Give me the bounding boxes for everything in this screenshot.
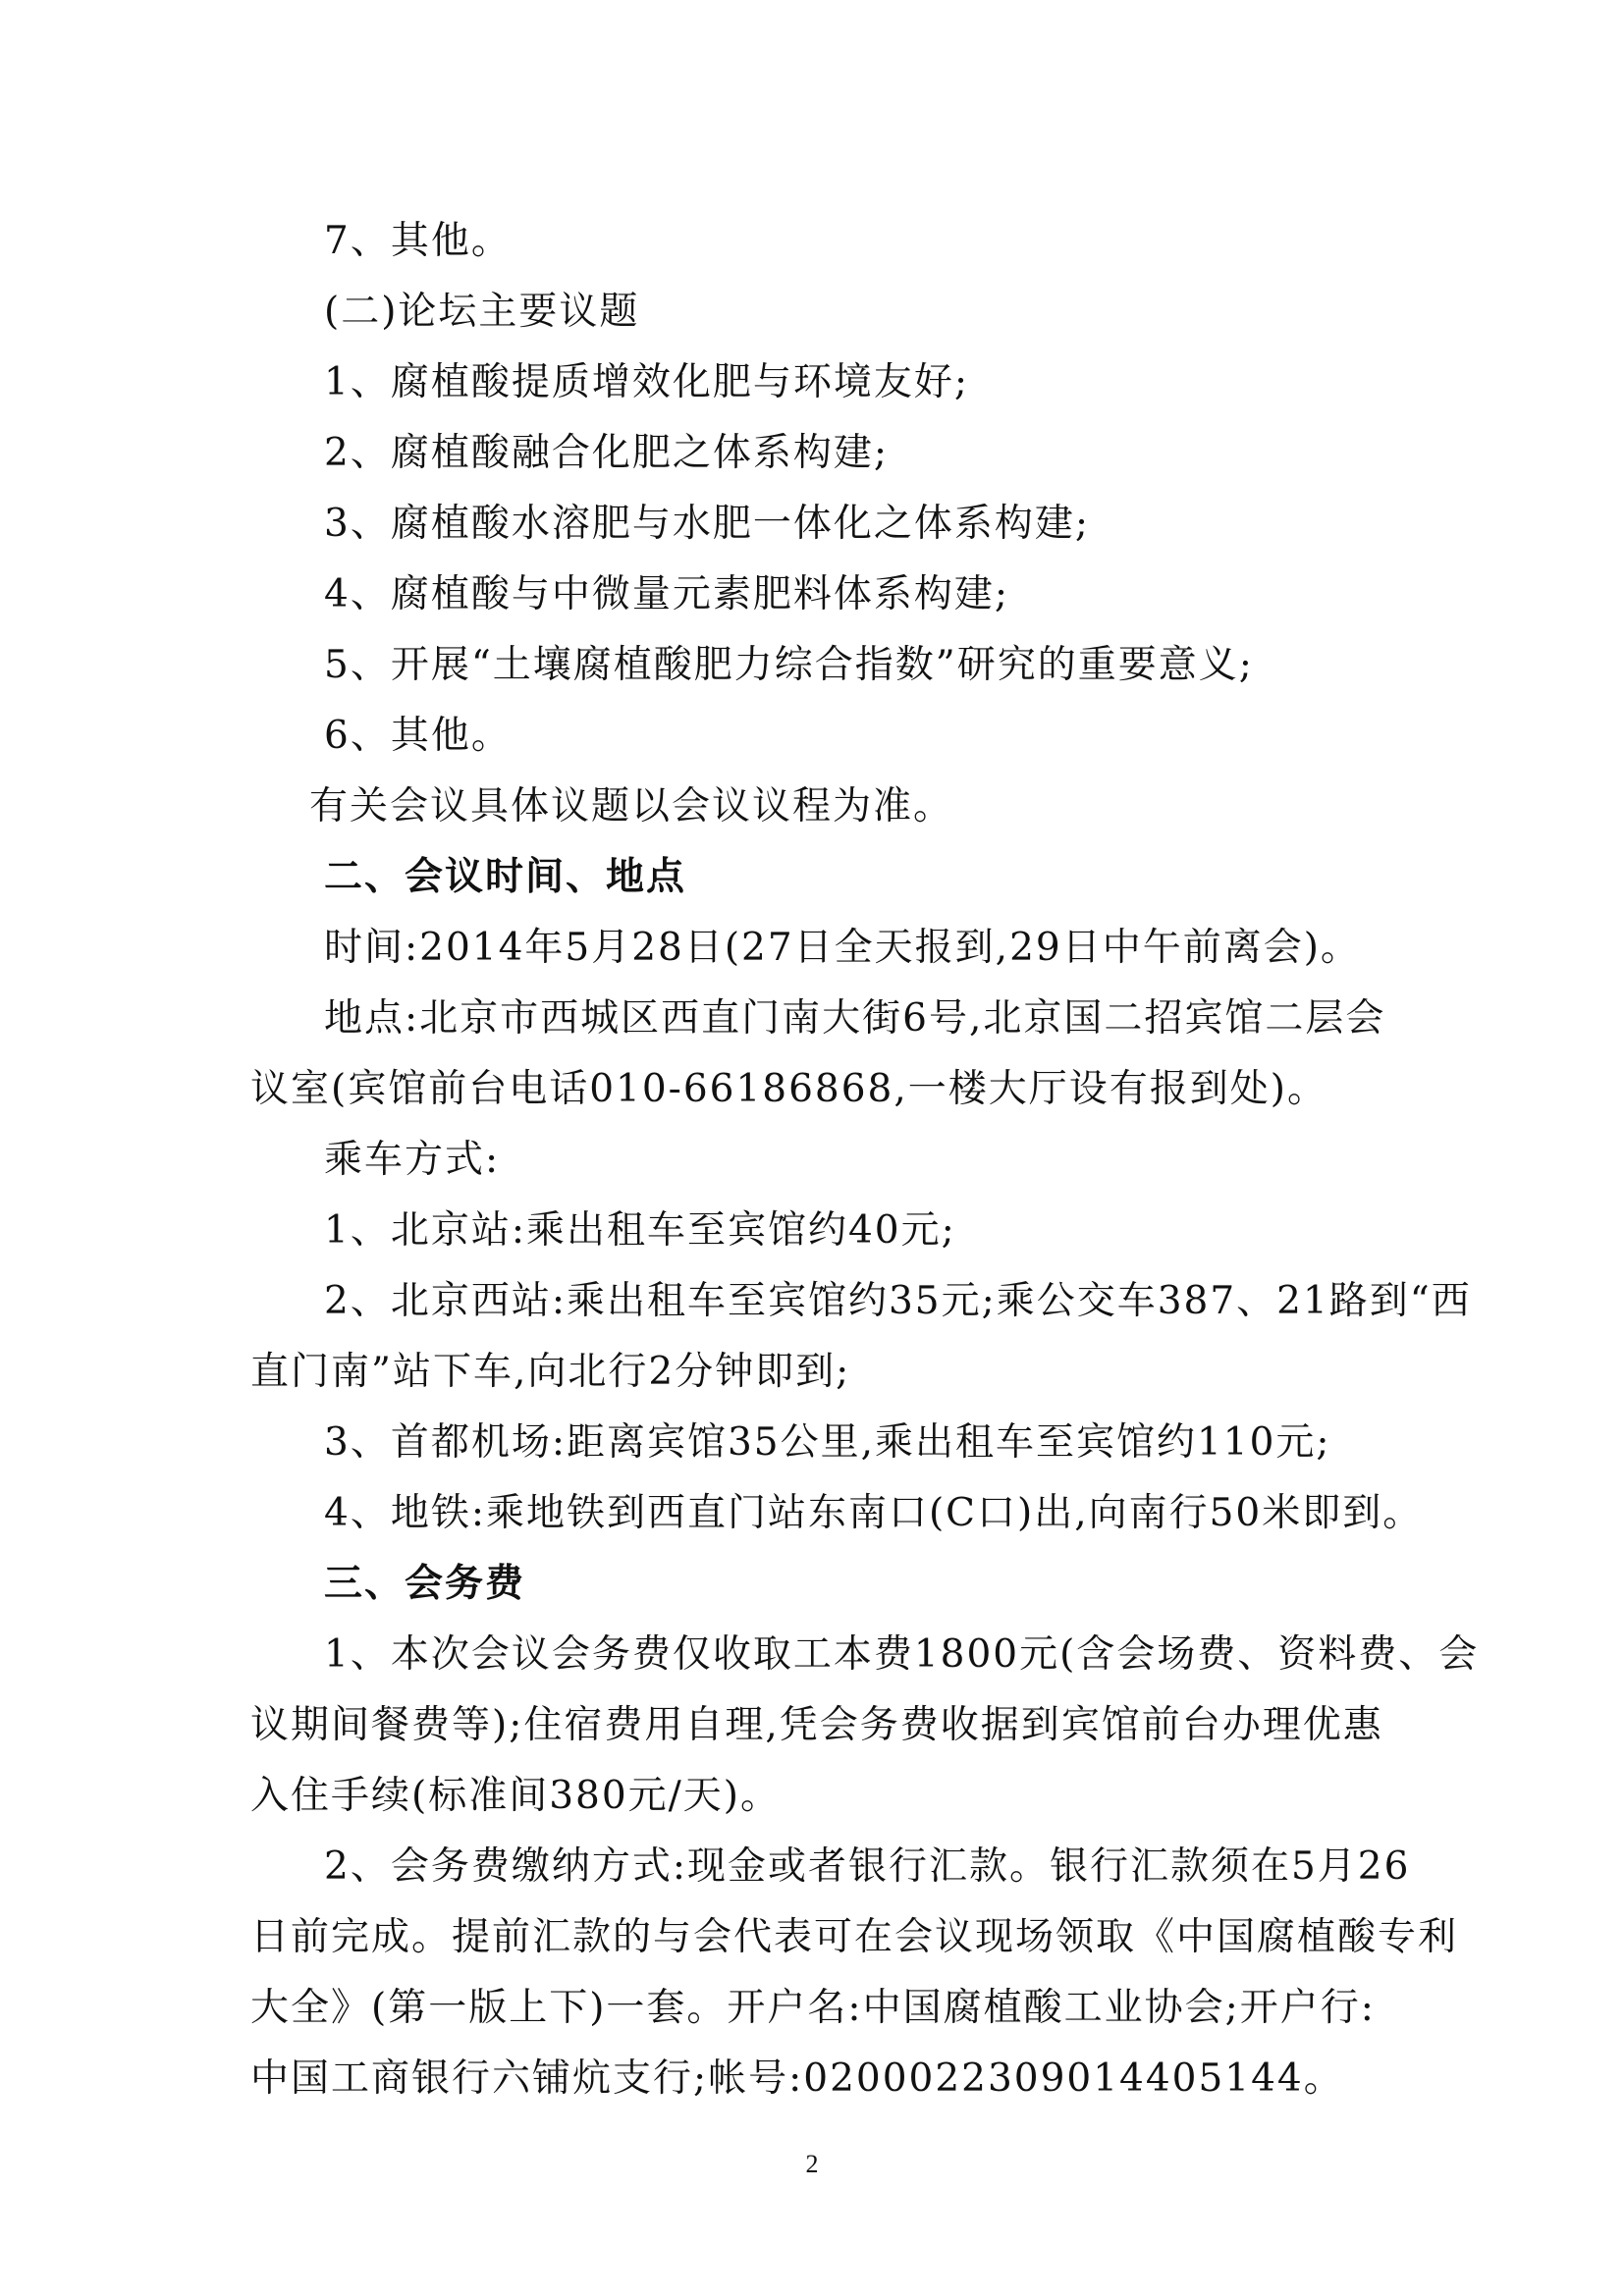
payment-paragraph-line: 日前完成。提前汇款的与会代表可在会议现场领取《中国腐植酸专利	[250, 1915, 1459, 1959]
payment-paragraph-line: 大全》(第一版上下)一套。开户名:中国腐植酸工业协会;开户行:	[250, 1986, 1376, 2030]
fee-paragraph-line: 1、本次会议会务费仅收取工本费1800元(含会场费、资料费、会	[324, 1632, 1480, 1677]
transport-heading: 乘车方式:	[324, 1138, 501, 1182]
payment-paragraph-line: 中国工商银行六铺炕支行;帐号:0200022309014405144。	[250, 2056, 1344, 2101]
note-paragraph: 有关会议具体议题以会议议程为准。	[309, 784, 954, 828]
transport-item: 3、首都机场:距离宾馆35公里,乘出租车至宾馆约110元;	[324, 1420, 1331, 1465]
list-item: 2、腐植酸融合化肥之体系构建;	[324, 431, 889, 475]
list-item: 4、腐植酸与中微量元素肥料体系构建;	[324, 572, 1009, 616]
transport-item: 4、地铁:乘地铁到西直门站东南口(C口)出,向南行50米即到。	[324, 1491, 1424, 1535]
list-item: 1、腐植酸提质增效化肥与环境友好;	[324, 360, 969, 404]
meeting-place-line: 地点:北京市西城区西直门南大街6号,北京国二招宾馆二层会	[324, 996, 1386, 1041]
list-item: 6、其他。	[324, 714, 512, 758]
transport-item-continued: 直门南”站下车,向北行2分钟即到;	[250, 1350, 851, 1394]
section-heading: 二、会议时间、地点	[324, 855, 687, 899]
meeting-place-line: 议室(宾馆前台电话010-66186868,一楼大厅设有报到处)。	[250, 1067, 1327, 1111]
fee-paragraph-line: 议期间餐费等);住宿费用自理,凭会务费收据到宾馆前台办理优惠	[250, 1703, 1383, 1747]
section-subheading: (二)论坛主要议题	[324, 290, 640, 334]
transport-item: 2、北京西站:乘出租车至宾馆约35元;乘公交车387、21路到“西	[324, 1279, 1472, 1323]
page-number: 2	[805, 2150, 819, 2178]
document-body	[250, 206, 1480, 2114]
payment-paragraph-line: 2、会务费缴纳方式:现金或者银行汇款。银行汇款须在5月26	[324, 1844, 1411, 1889]
fee-paragraph-line: 入住手续(标准间380元/天)。	[250, 1774, 782, 1818]
list-item: 5、开展“土壤腐植酸肥力综合指数”研究的重要意义;	[324, 643, 1254, 687]
meeting-time: 时间:2014年5月28日(27日全天报到,29日中午前离会)。	[324, 926, 1361, 970]
list-item: 3、腐植酸水溶肥与水肥一体化之体系构建;	[324, 502, 1090, 546]
section-heading: 三、会务费	[324, 1562, 526, 1606]
list-item: 7、其他。	[324, 219, 512, 263]
transport-item: 1、北京站:乘出租车至宾馆约40元;	[324, 1208, 956, 1253]
